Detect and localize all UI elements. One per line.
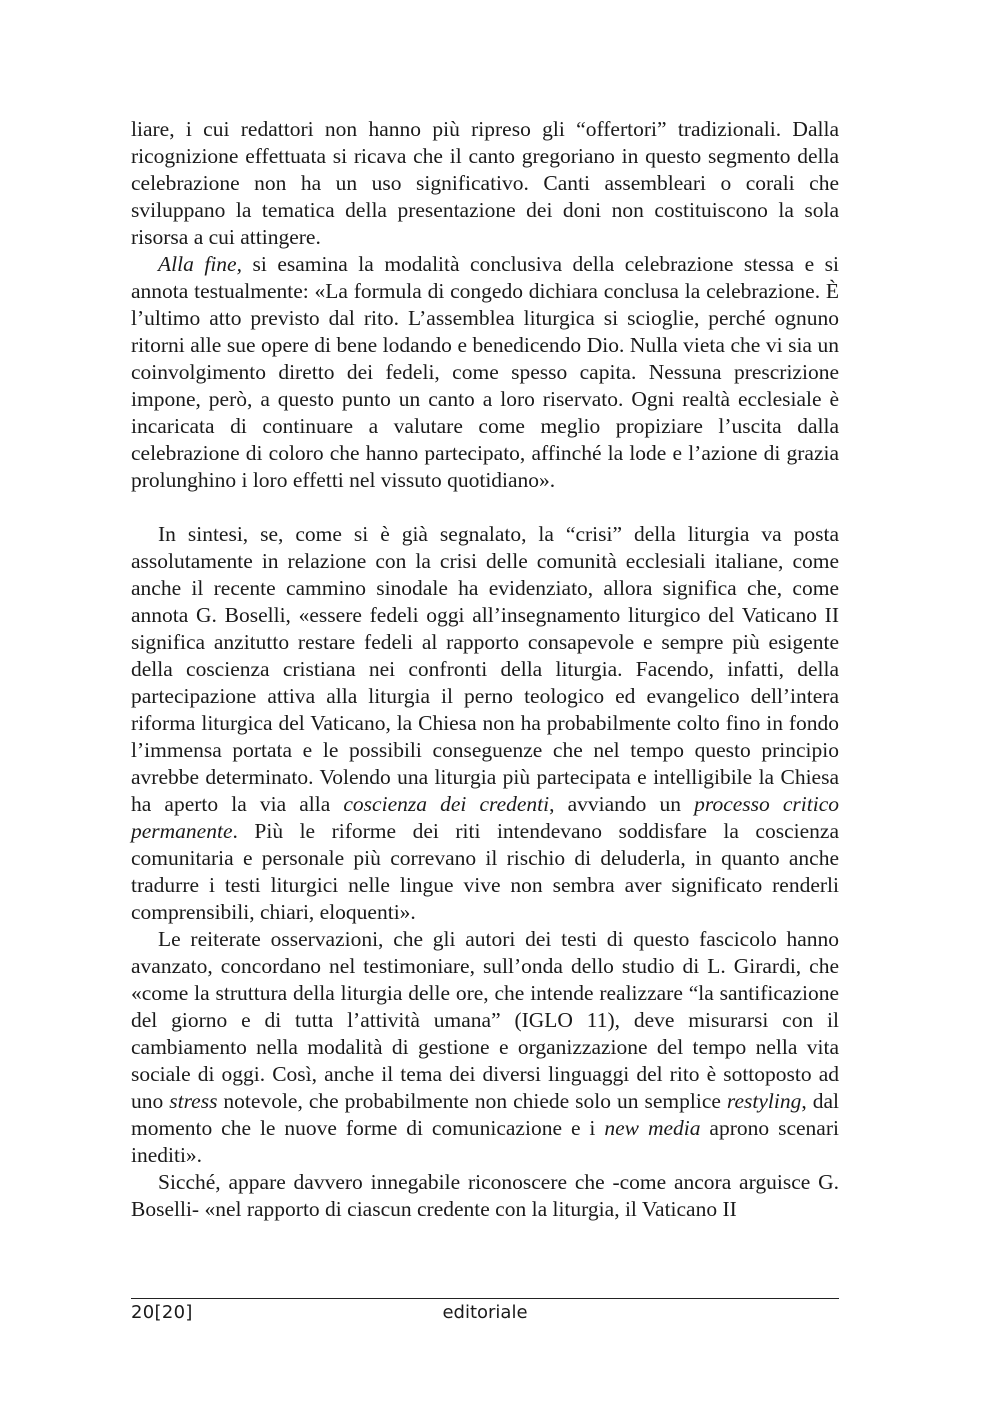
footer-divider xyxy=(131,1298,839,1299)
text-run: liare, i cui redattori non hanno più ripreso gli “offertori” tradizionali. Dalla ricognizione effettuata si ricava che il canto gregoriano in questo segmento della celebrazione non ha un uso significativo. Canti assembleari o corali che sviluppano la tematica della presentazione dei doni non costituiscono la sola risorsa a cui attingere. xyxy=(131,117,839,249)
text-run: si esamina la modalità conclusiva della celebrazione stessa e si annota testualmente: «La formula di congedo dichiara conclusa la celebrazione. È l’ultimo atto previsto dal rito. L’assemblea liturgica si scioglie, perché ognuno ritorni alle sue opere di bene lodando e benedicendo Dio. Nulla vieta che vi sia un coinvolgimento diretto dei fedeli, come spesso capita. Nessuna prescrizione impone, però, a questo punto un canto a loro riservato. Ogni realtà ecclesiale è incaricata di continuare a valutare come meglio propiziare l’uscita dalla celebrazione di coloro che hanno partecipato, affinché la lode e l’azione di grazia prolunghino i loro effetti nel vissuto quotidiano». xyxy=(131,252,839,492)
text-run: In sintesi, se, come si è già segnalato, la “crisi” della liturgia va posta assolutamente in relazione con la crisi delle comunità ecclesiali italiane, come anche il recente cammino sinodale ha evidenziato, allora significa che, come annota G. Boselli, «essere fedeli oggi all’insegnamento liturgico del Vaticano II significa anzitutto restare fedeli al rapporto consapevole e sempre più esigente della coscienza cristiana nei confronti della liturgia. Facendo, infatti, della partecipazione attiva alla liturgia il perno teologico ed evangelico dell’intera riforma liturgica del Vaticano, la Chiesa non ha probabilmente colto fino in fondo l’immensa portata e le possibili conseguenze che nel tempo questo principio avrebbe determinato. Volendo una liturgia più partecipata e intelligibile la Chiesa ha aperto la via alla xyxy=(131,522,839,816)
text-run: , avviando un xyxy=(549,792,695,816)
page-number: 20[20] xyxy=(131,1302,193,1323)
text-run: Sicché, appare davvero innegabile riconoscere che -come ancora arguisce G. Boselli- «nel rapporto di ciascun credente con la liturgia, il Vaticano II xyxy=(131,1170,839,1221)
text-run: . Più le riforme dei riti intendevano soddisfare la coscienza comunitaria e personale più correvano il rischio di deluderla, in quanto anche tradurre i testi liturgici nelle lingue vive non sembra aver significato renderli comprensibili, chiari, eloquenti». xyxy=(131,819,839,924)
text-run: aprono scenari inediti». xyxy=(131,1116,839,1167)
italic-run: Alla fine, xyxy=(158,252,242,276)
text-run: , dal momento che le nuove forme di comunicazione e i xyxy=(131,1089,839,1140)
italic-run: coscienza dei credenti xyxy=(343,792,550,816)
italic-run: new media xyxy=(604,1116,701,1140)
body-text xyxy=(131,116,839,1223)
text-run: notevole, che probabilmente non chiede solo un semplice xyxy=(217,1089,727,1113)
text-run: Le reiterate osservazioni, che gli autori dei testi di questo fascicolo hanno avanzato, concordano nel testimoniare, sull’onda dello studio di L. Girardi, che «come la struttura della liturgia delle ore, che intende realizzare “la santificazione del giorno e di tutta l’attività umana” (IGLO 11), deve misurarsi con il cambiamento nella modalità di gestione e organizzazione del tempo nella vita sociale di oggi. Così, anche il tema dei diversi linguaggi del rito è sottoposto ad uno xyxy=(131,927,839,1113)
paragraph xyxy=(131,1169,839,1223)
italic-run: processo critico permanente xyxy=(131,792,840,843)
running-footer-section: editoriale xyxy=(442,1302,528,1323)
paragraph xyxy=(131,521,839,926)
paragraph xyxy=(131,251,839,494)
paragraph xyxy=(131,116,839,251)
paragraph xyxy=(131,926,839,1169)
italic-run: restyling xyxy=(726,1089,802,1113)
italic-run: stress xyxy=(169,1089,218,1113)
